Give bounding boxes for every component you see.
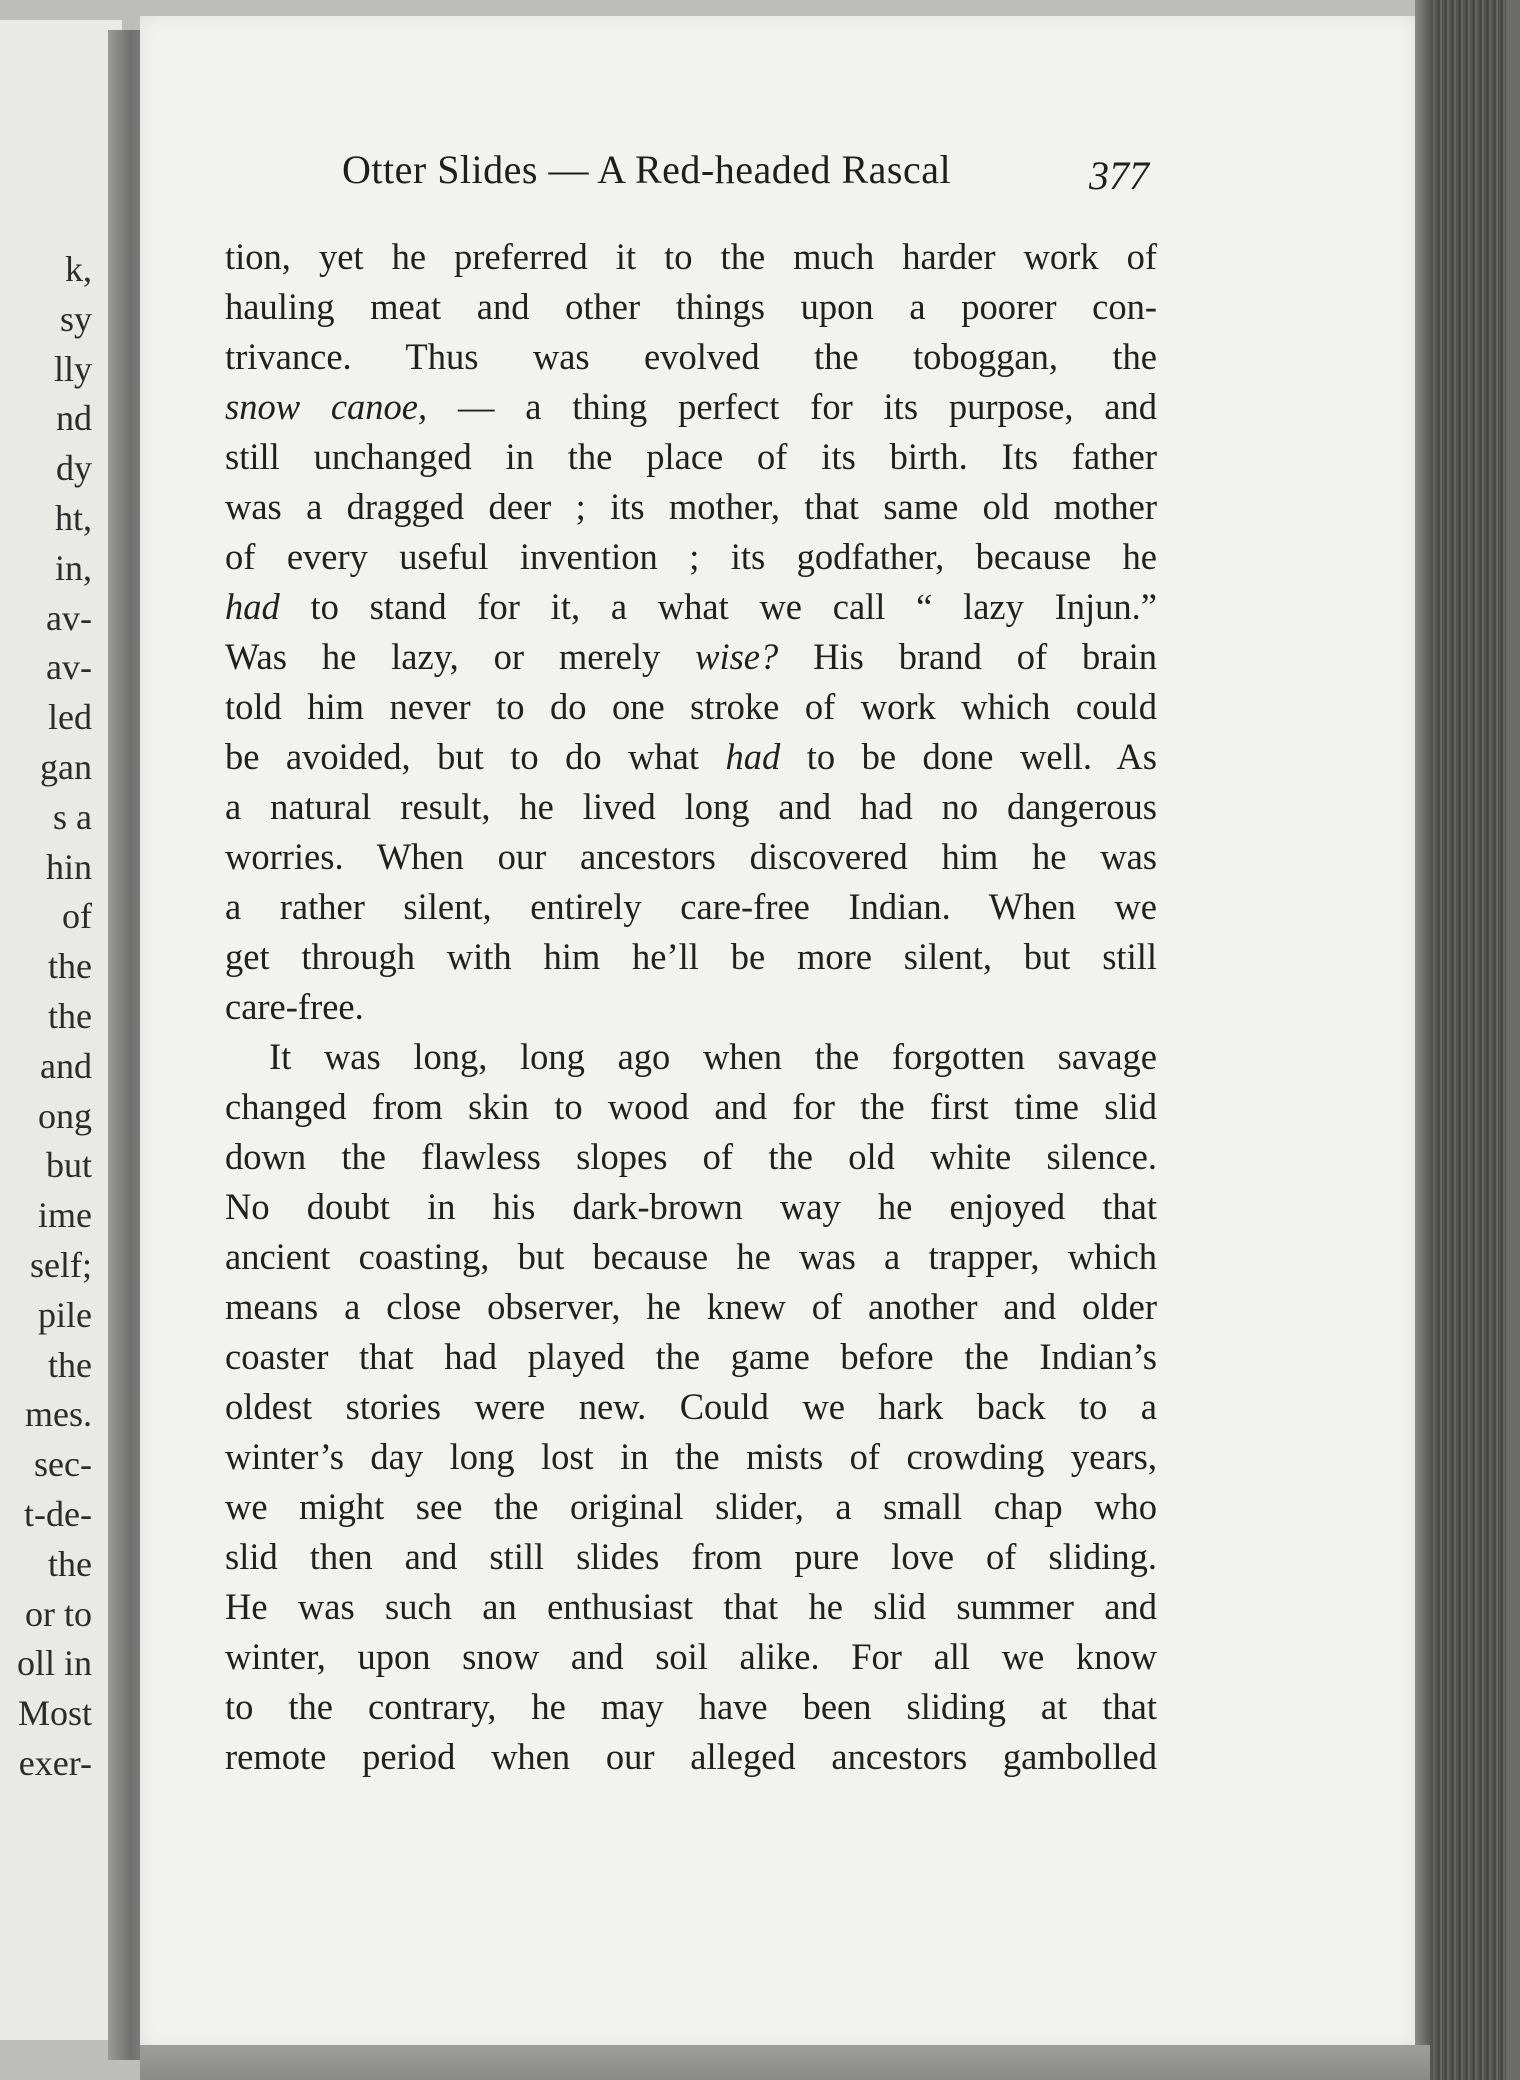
text-line: winter, upon snow and soil alike. For all we know bbox=[225, 1636, 1157, 1677]
text-line: down the flawless slopes of the old white silence. bbox=[225, 1136, 1157, 1177]
text-line bbox=[225, 632, 1157, 682]
text-span: be avoided, but to do what bbox=[225, 736, 726, 777]
left-fragment: gan bbox=[40, 746, 92, 787]
left-fragment: nd bbox=[56, 398, 92, 439]
text-line: a natural result, he lived long and had no dangerous bbox=[225, 786, 1157, 827]
left-fragment: oll in bbox=[16, 1643, 92, 1684]
left-fragment: av- bbox=[46, 597, 92, 638]
text-line: get through with him he’ll be more silent, but still bbox=[225, 936, 1157, 977]
text-line: a rather silent, entirely care-free Indian. When we bbox=[225, 886, 1157, 927]
left-fragment: pile bbox=[38, 1294, 92, 1335]
italic-phrase: had bbox=[225, 586, 280, 627]
text-line: still unchanged in the place of its birth. Its father bbox=[225, 436, 1157, 477]
page-number: 377 bbox=[1089, 153, 1149, 198]
left-fragment: s a bbox=[53, 796, 92, 837]
left-facing-page bbox=[0, 20, 122, 2040]
text-span: to stand for it, a what we call “ lazy Injun.” bbox=[279, 586, 1157, 627]
left-fragment: sec- bbox=[34, 1444, 92, 1485]
italic-phrase: had bbox=[725, 736, 781, 777]
text-span: — a thing perfect for its purpose, and bbox=[427, 386, 1158, 427]
text-line: hauling meat and other things upon a poorer con- bbox=[225, 286, 1157, 327]
body-text bbox=[225, 232, 1157, 1782]
left-fragment: hin bbox=[45, 846, 92, 887]
left-fragment: ime bbox=[38, 1195, 92, 1236]
text-line: means a close observer, he knew of another and older bbox=[225, 1286, 1157, 1327]
left-fragment: sy bbox=[59, 298, 92, 339]
left-fragment: ong bbox=[38, 1095, 92, 1136]
left-fragment: the bbox=[48, 1543, 92, 1584]
left-fragment: led bbox=[48, 697, 92, 738]
text-line: of every useful invention ; its godfather, because he bbox=[225, 536, 1157, 577]
text-line: It was long, long ago when the forgotten savage bbox=[269, 1036, 1157, 1077]
text-line: to the contrary, he may have been sliding at that bbox=[225, 1686, 1157, 1727]
text-line: He was such an enthusiast that he slid summer and bbox=[225, 1586, 1157, 1627]
italic-phrase: snow canoe, bbox=[225, 386, 428, 427]
text-span: Was he lazy, or merely bbox=[225, 636, 696, 677]
left-fragment: lly bbox=[53, 348, 92, 389]
text-line: remote period when our alleged ancestors gambolled bbox=[225, 1736, 1157, 1777]
text-line: slid then and still slides from pure love of sliding. bbox=[225, 1536, 1157, 1577]
left-fragment: of bbox=[62, 896, 92, 937]
left-page-text-fragments bbox=[17, 245, 92, 1789]
page-edge-stack bbox=[1415, 0, 1520, 2080]
left-fragment: self; bbox=[30, 1244, 92, 1285]
text-line: No doubt in his dark-brown way he enjoyed that bbox=[225, 1186, 1157, 1227]
left-fragment: exer- bbox=[18, 1742, 92, 1783]
text-line: oldest stories were new. Could we hark back to a bbox=[225, 1386, 1157, 1427]
italic-phrase: wise? bbox=[695, 636, 779, 677]
left-fragment: ht, bbox=[54, 497, 92, 538]
text-line: winter’s day long lost in the mists of crowding years, bbox=[225, 1436, 1157, 1477]
text-line: changed from skin to wood and for the first time slid bbox=[225, 1086, 1157, 1127]
text-span: to be done well. As bbox=[780, 736, 1157, 777]
text-line: we might see the original slider, a small chap who bbox=[225, 1486, 1157, 1527]
left-fragment: mes. bbox=[25, 1394, 92, 1435]
text-line: was a dragged deer ; its mother, that same old mother bbox=[225, 486, 1157, 527]
left-fragment: and bbox=[40, 1045, 92, 1086]
left-fragment: but bbox=[45, 1145, 92, 1186]
bottom-edge-shadow bbox=[140, 2045, 1430, 2080]
left-fragment: in, bbox=[54, 547, 92, 588]
text-line: worries. When our ancestors discovered him he was bbox=[225, 836, 1157, 877]
left-fragment: the bbox=[48, 1344, 92, 1385]
running-title: Otter Slides — A Red-headed Rascal bbox=[342, 147, 952, 192]
left-fragment: or to bbox=[25, 1593, 92, 1634]
left-fragment: dy bbox=[56, 448, 92, 489]
text-line: tion, yet he preferred it to the much harder work of bbox=[225, 236, 1157, 277]
text-line: care-free. bbox=[225, 986, 364, 1027]
text-line bbox=[225, 382, 1157, 432]
left-fragment: Most bbox=[17, 1693, 92, 1734]
text-line bbox=[225, 732, 1157, 782]
left-fragment: av- bbox=[46, 647, 92, 688]
left-fragment: the bbox=[48, 995, 92, 1036]
text-span: His brand of brain bbox=[778, 636, 1157, 677]
text-line: told him never to do one stroke of work which could bbox=[225, 686, 1157, 727]
left-fragment: the bbox=[48, 946, 92, 987]
text-line: ancient coasting, but because he was a trapper, which bbox=[225, 1236, 1157, 1277]
left-fragment: k, bbox=[65, 249, 92, 289]
text-line bbox=[225, 582, 1157, 632]
text-line: trivance. Thus was evolved the toboggan, the bbox=[225, 336, 1157, 377]
left-fragment: t-de- bbox=[24, 1493, 92, 1534]
text-line: coaster that had played the game before the Indian’s bbox=[225, 1336, 1157, 1377]
